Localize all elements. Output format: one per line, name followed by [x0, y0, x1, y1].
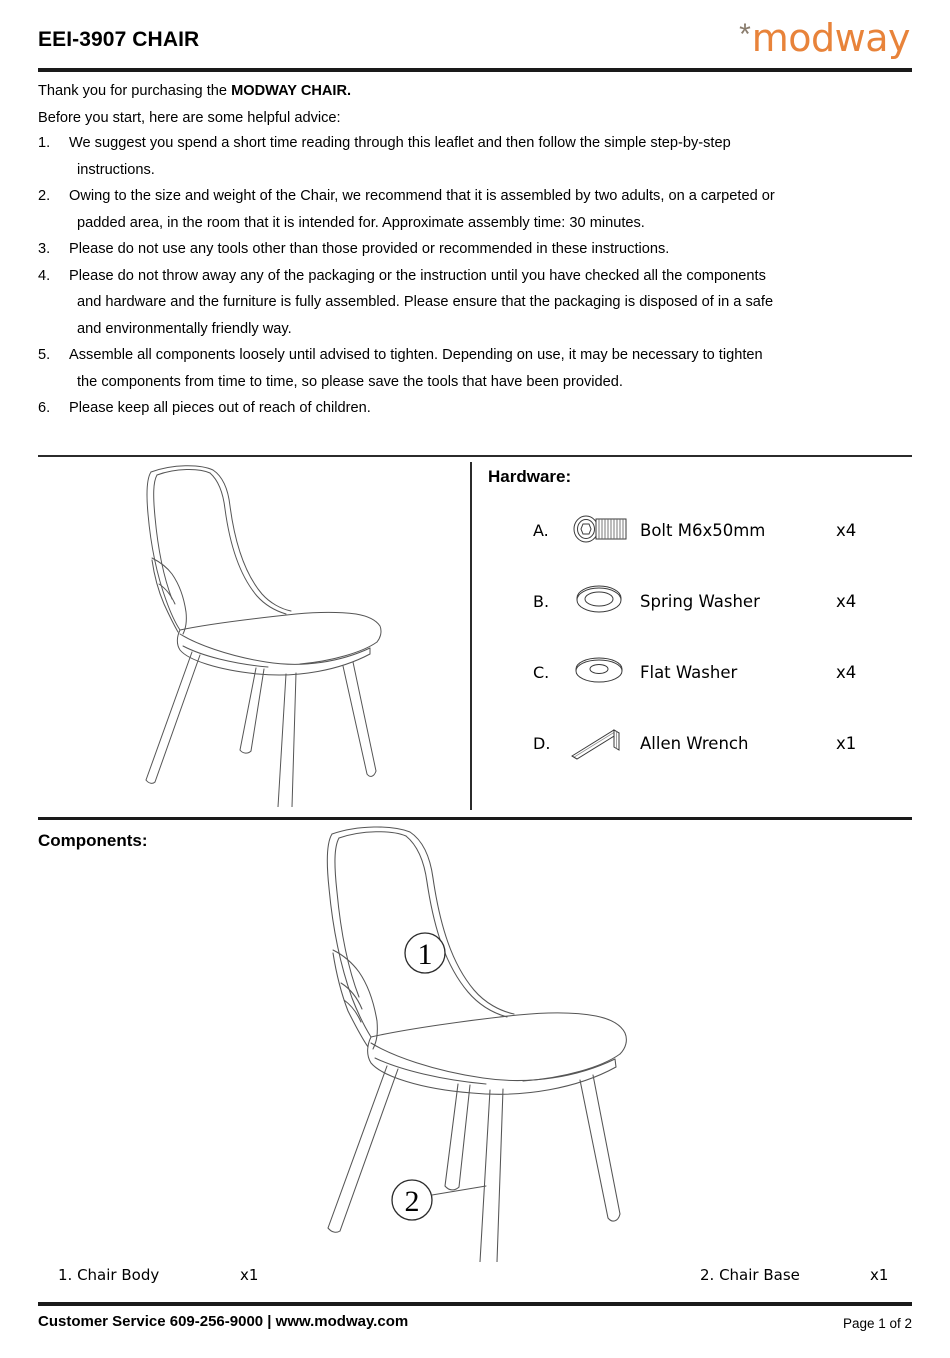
component-label-chair-body: 1. Chair Body [58, 1266, 160, 1284]
instruction-list [38, 130, 923, 422]
header-divider [38, 68, 912, 72]
hardware-row [488, 576, 908, 647]
list-item [38, 183, 923, 236]
hardware-list [488, 505, 908, 789]
hardware-letter: A. [533, 521, 549, 540]
components-heading: Components: [38, 831, 148, 850]
hardware-heading: Hardware: [488, 467, 572, 486]
hardware-row [488, 718, 908, 789]
callout-1-label: 1 [417, 938, 433, 971]
hardware-qty: x4 [836, 663, 857, 682]
page-header [38, 16, 910, 66]
list-number: 6. [38, 400, 51, 416]
hardware-qty: x1 [836, 734, 857, 753]
list-text-line2: instructions. [77, 161, 155, 178]
hardware-qty: x4 [836, 521, 857, 540]
intro-text [38, 78, 918, 131]
list-text-line3: and environmentally friendly way. [77, 320, 292, 337]
chair-components-illustration [300, 822, 640, 1262]
component-label-chair-base: 2. Chair Base [700, 1266, 800, 1284]
bolt-icon [566, 507, 644, 551]
product-name: MODWAY CHAIR. [231, 83, 352, 99]
list-number: 3. [38, 241, 51, 257]
list-text-line1: Assemble all components loosely until advised to tighten. Depending on use, it may be necessary to tighten [69, 347, 763, 363]
list-item [38, 395, 923, 422]
hardware-row [488, 505, 908, 576]
list-item [38, 130, 923, 183]
list-text-line2: and hardware and the furniture is fully assembled. Please ensure that the packaging is disposed of in a safe [77, 294, 774, 310]
list-text-line2: the components from time to time, so please save the tools that have been provided. [77, 373, 623, 390]
allen-wrench-icon [566, 720, 644, 764]
hardware-name: Allen Wrench [640, 734, 749, 753]
asterisk-icon: * [739, 18, 751, 51]
hardware-name: Spring Washer [640, 592, 760, 611]
hardware-vertical-divider [470, 462, 472, 810]
list-number: 2. [38, 188, 51, 204]
modway-logo [739, 18, 910, 64]
list-text-line1: We suggest you spend a short time reading through this leaflet and then follow the simple step-by-step [69, 135, 731, 151]
chair-preview-illustration [118, 462, 448, 807]
flat-washer-icon [566, 649, 644, 693]
thank-you-line [38, 78, 918, 105]
hardware-qty: x4 [836, 592, 857, 611]
before-you-start-line: Before you start, here are some helpful advice: [38, 109, 341, 126]
page-number: Page 1 of 2 [842, 1316, 912, 1331]
list-text-line1: Please keep all pieces out of reach of children. [69, 400, 371, 416]
brand-name: modway [751, 16, 910, 60]
list-text-line1: Please do not use any tools other than those provided or recommended in these instructions. [69, 241, 670, 257]
page-title: EEI-3907 CHAIR [38, 28, 200, 51]
list-number: 5. [38, 347, 51, 363]
list-text-line2: padded area, in the room that it is intended for. Approximate assembly time: 30 minutes. [77, 214, 645, 231]
hardware-name: Flat Washer [640, 663, 738, 682]
hardware-section-divider [38, 455, 912, 457]
hardware-name: Bolt M6x50mm [640, 521, 766, 540]
list-number: 4. [38, 267, 51, 284]
customer-service-text: Customer Service 609-256-9000 | www.modway.com [38, 1313, 409, 1330]
hardware-letter: C. [533, 663, 550, 682]
component-qty-chair-body: x1 [240, 1266, 259, 1284]
hardware-row [488, 647, 908, 718]
thank-you-prefix: Thank you for purchasing the [38, 83, 232, 99]
list-text-line1: Please do not throw away any of the packaging or the instruction until you have checked all the components [69, 267, 766, 284]
list-text-line1: Owing to the size and weight of the Chair, we recommend that it is assembled by two adults, on a carpeted or [69, 188, 775, 204]
hardware-letter: D. [533, 734, 551, 753]
list-item [38, 263, 923, 343]
footer-divider [38, 1302, 912, 1306]
list-item [38, 342, 923, 395]
spring-washer-icon [566, 578, 644, 622]
hardware-letter: B. [533, 592, 550, 611]
list-item [38, 236, 923, 263]
component-qty-chair-base: x1 [870, 1266, 889, 1284]
components-section-divider [38, 817, 912, 820]
callout-2-label: 2 [404, 1185, 420, 1218]
list-number: 1. [38, 135, 51, 151]
